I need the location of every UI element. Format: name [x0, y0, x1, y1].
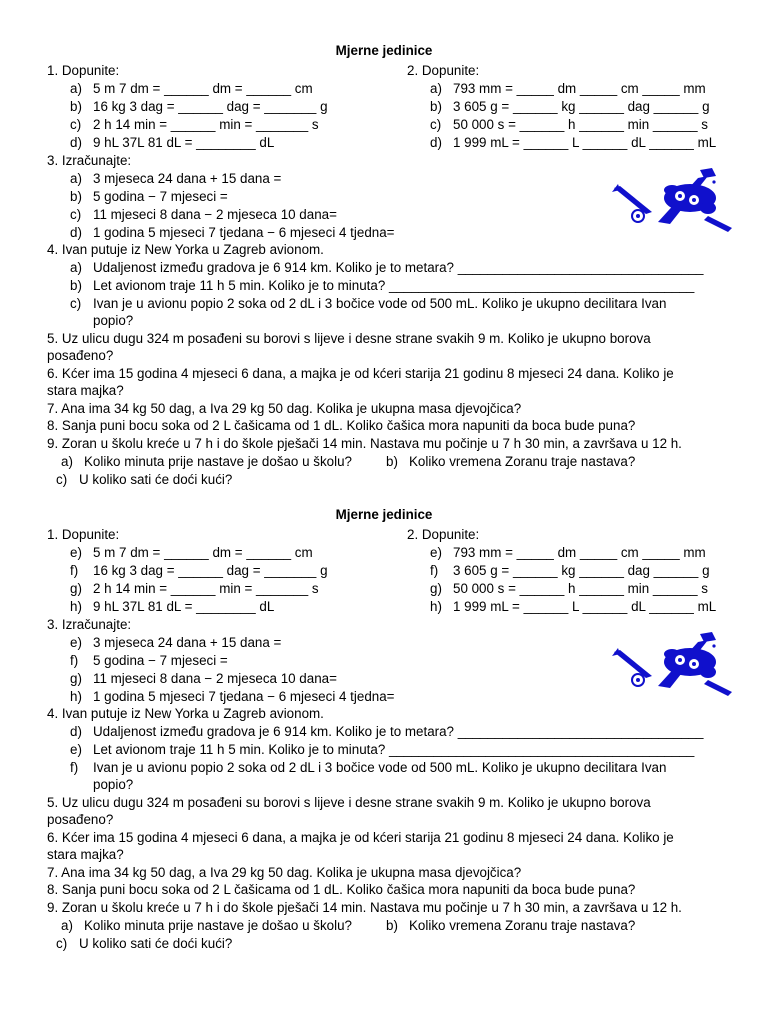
task2-item: 50 000 s = ______ h ______ min ______ s: [453, 581, 709, 596]
task4-item: Udaljenost između gradova je 6 914 km. Koliko je to metara? _________________________________: [93, 260, 704, 275]
task1-heading: 1. Dopunite:: [47, 63, 120, 78]
task6-line: stara majka?: [47, 383, 124, 398]
worksheet-title: Mjerne jedinice: [335, 43, 433, 58]
task1-label: e): [70, 545, 82, 560]
task5-line: 5. Uz ulicu dugu 324 m posađeni su borovi s lijeve i desne strane svakih 9 m. Koliko je ukupno borova: [47, 795, 651, 810]
task4-label: f): [70, 760, 79, 775]
task8-text: 8. Sanja puni bocu soka od 2 L čašicama od 1 dL. Koliko čašica mora napuniti da boca bude puna?: [47, 882, 636, 897]
task9-heading: 9. Zoran u školu kreće u 7 h i do škole pješači 14 min. Nastava mu počinje u 7 h 30 min, a završava u 12 h.: [47, 436, 682, 451]
task2-item: 3 605 g = ______ kg ______ dag ______ g: [453, 563, 710, 578]
task9-item: Koliko vremena Zoranu traje nastava?: [409, 454, 636, 469]
task2-item: 50 000 s = ______ h ______ min ______ s: [453, 117, 709, 132]
task2-label: b): [430, 99, 442, 114]
task5-line: posađeno?: [47, 348, 114, 363]
task4-item: Let avionom traje 11 h 5 min. Koliko je to minuta? _________________________________________: [93, 742, 695, 757]
airplane-icon: [612, 630, 736, 696]
task9-item: Koliko minuta prije nastave je došao u školu?: [84, 454, 352, 469]
task3-item: 5 godina − 7 mjeseci =: [93, 189, 228, 204]
task9-label: c): [56, 472, 68, 487]
task2-item: 3 605 g = ______ kg ______ dag ______ g: [453, 99, 710, 114]
task1-label: f): [70, 563, 79, 578]
task1-item: 16 kg 3 dag = ______ dag = _______ g: [93, 99, 328, 114]
task2-label: c): [430, 117, 442, 132]
task2-item: 1 999 mL = ______ L ______ dL ______ mL: [453, 599, 717, 614]
task3-label: d): [70, 225, 82, 240]
task2-label: e): [430, 545, 442, 560]
task4-label: c): [70, 296, 82, 311]
task4-item: Let avionom traje 11 h 5 min. Koliko je to minuta? _________________________________________: [93, 278, 695, 293]
task9-item: Koliko vremena Zoranu traje nastava?: [409, 918, 636, 933]
task4-item-continuation: popio?: [93, 777, 134, 792]
task2-label: f): [430, 563, 439, 578]
task3-label: c): [70, 207, 82, 222]
task3-heading: 3. Izračunajte:: [47, 153, 132, 168]
task3-label: f): [70, 653, 79, 668]
task9-item: U koliko sati će doći kući?: [79, 936, 233, 951]
task6-line: 6. Kćer ima 15 godina 4 mjeseci 6 dana, a majka je od kćeri starija 21 godinu 8 mjeseci 24 dana. Koliko je: [47, 366, 674, 381]
task1-label: b): [70, 99, 82, 114]
task3-item: 3 mjeseca 24 dana + 15 dana =: [93, 171, 282, 186]
task3-item: 5 godina − 7 mjeseci =: [93, 653, 228, 668]
task1-item: 2 h 14 min = ______ min = _______ s: [93, 117, 319, 132]
task7-text: 7. Ana ima 34 kg 50 dag, a Iva 29 kg 50 dag. Kolika je ukupna masa djevojčica?: [47, 865, 522, 880]
task4-heading: 4. Ivan putuje iz New Yorka u Zagreb avionom.: [47, 242, 324, 257]
task4-item: Ivan je u avionu popio 2 soka od 2 dL i 3 bočice vode od 500 mL. Koliko je ukupno decilitara Ivan: [93, 296, 667, 311]
task3-item: 11 mjeseci 8 dana − 2 mjeseca 10 dana=: [93, 671, 337, 686]
task9-label: b): [386, 918, 398, 933]
task3-label: h): [70, 689, 82, 704]
task9-label: a): [61, 454, 73, 469]
task3-label: a): [70, 171, 82, 186]
task6-line: 6. Kćer ima 15 godina 4 mjeseci 6 dana, a majka je od kćeri starija 21 godinu 8 mjeseci 24 dana. Koliko je: [47, 830, 674, 845]
task1-label: d): [70, 135, 82, 150]
task2-heading: 2. Dopunite:: [407, 63, 480, 78]
task4-label: a): [70, 260, 82, 275]
task1-item: 2 h 14 min = ______ min = _______ s: [93, 581, 319, 596]
task3-label: e): [70, 635, 82, 650]
task4-label: b): [70, 278, 82, 293]
task1-item: 9 hL 37L 81 dL = ________ dL: [93, 135, 275, 150]
task4-label: e): [70, 742, 82, 757]
task3-item: 1 godina 5 mjeseci 7 tjedana − 6 mjeseci 4 tjedna=: [93, 689, 395, 704]
task9-heading: 9. Zoran u školu kreće u 7 h i do škole pješači 14 min. Nastava mu počinje u 7 h 30 min, a završava u 12 h.: [47, 900, 682, 915]
task2-heading: 2. Dopunite:: [407, 527, 480, 542]
task2-item: 1 999 mL = ______ L ______ dL ______ mL: [453, 135, 717, 150]
task5-line: 5. Uz ulicu dugu 324 m posađeni su borovi s lijeve i desne strane svakih 9 m. Koliko je ukupno borova: [47, 331, 651, 346]
task3-item: 1 godina 5 mjeseci 7 tjedana − 6 mjeseci 4 tjedna=: [93, 225, 395, 240]
task1-item: 5 m 7 dm = ______ dm = ______ cm: [93, 545, 313, 560]
task1-heading: 1. Dopunite:: [47, 527, 120, 542]
task7-text: 7. Ana ima 34 kg 50 dag, a Iva 29 kg 50 dag. Kolika je ukupna masa djevojčica?: [47, 401, 522, 416]
task1-item: 16 kg 3 dag = ______ dag = _______ g: [93, 563, 328, 578]
task6-line: stara majka?: [47, 847, 124, 862]
task3-label: g): [70, 671, 82, 686]
task1-label: h): [70, 599, 82, 614]
task4-item-continuation: popio?: [93, 313, 134, 328]
task4-heading: 4. Ivan putuje iz New Yorka u Zagreb avionom.: [47, 706, 324, 721]
task8-text: 8. Sanja puni bocu soka od 2 L čašicama od 1 dL. Koliko čašica mora napuniti da boca bude puna?: [47, 418, 636, 433]
task3-item: 3 mjeseca 24 dana + 15 dana =: [93, 635, 282, 650]
task1-item: 5 m 7 dm = ______ dm = ______ cm: [93, 81, 313, 96]
task9-label: a): [61, 918, 73, 933]
task1-label: a): [70, 81, 82, 96]
task4-item: Ivan je u avionu popio 2 soka od 2 dL i 3 bočice vode od 500 mL. Koliko je ukupno decilitara Ivan: [93, 760, 667, 775]
task9-label: b): [386, 454, 398, 469]
task9-item: U koliko sati će doći kući?: [79, 472, 233, 487]
task1-label: c): [70, 117, 82, 132]
task3-item: 11 mjeseci 8 dana − 2 mjeseca 10 dana=: [93, 207, 337, 222]
task3-label: b): [70, 189, 82, 204]
task3-heading: 3. Izračunajte:: [47, 617, 132, 632]
task2-label: d): [430, 135, 442, 150]
airplane-icon: [612, 166, 736, 232]
task5-line: posađeno?: [47, 812, 114, 827]
task2-item: 793 mm = _____ dm _____ cm _____ mm: [453, 81, 706, 96]
task4-label: d): [70, 724, 82, 739]
task2-label: a): [430, 81, 442, 96]
task1-item: 9 hL 37L 81 dL = ________ dL: [93, 599, 275, 614]
task4-item: Udaljenost između gradova je 6 914 km. Koliko je to metara? _________________________________: [93, 724, 704, 739]
task2-label: g): [430, 581, 442, 596]
task2-item: 793 mm = _____ dm _____ cm _____ mm: [453, 545, 706, 560]
task2-label: h): [430, 599, 442, 614]
task1-label: g): [70, 581, 82, 596]
task9-item: Koliko minuta prije nastave je došao u školu?: [84, 918, 352, 933]
task9-label: c): [56, 936, 68, 951]
worksheet-title: Mjerne jedinice: [335, 507, 433, 522]
